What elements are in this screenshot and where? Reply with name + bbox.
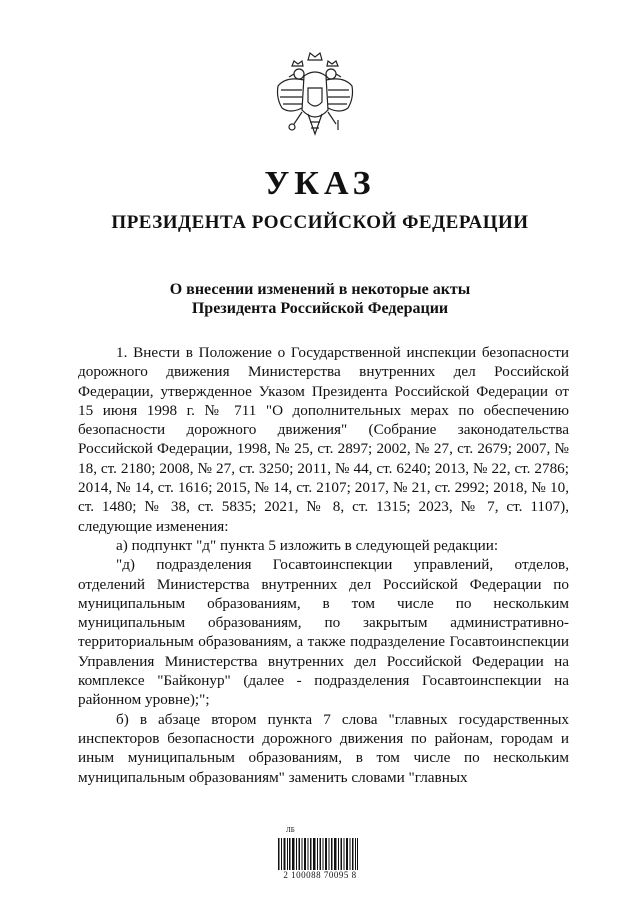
- document-title-line1: О внесении изменений в некоторые акты: [169, 281, 471, 298]
- paragraph-2: а) подпункт "д" пункта 5 изложить в следующей редакции:: [116, 536, 499, 554]
- coat-of-arms-icon: [272, 50, 358, 142]
- barcode-number: 2 100088 70095 8: [283, 870, 357, 880]
- document-heading: УКАЗ: [264, 165, 376, 202]
- paragraph-3: "д) подразделения Госавтоинспекции управлений, отделов, отделений Министерства внутренних дел Российской Федерации по муниципальным образованиям, в том числе по нескольким муниципальным образованиям, по закрытым административно-территориальным образованиям, а также подразделение Госавтоинспекции Управления Министерства внутренних дел Российской Федерации на комплексе "Байконур" (далее - подразделения Госавтоинспекции на районном уровне);";: [78, 556, 569, 709]
- initials-mark: ЛБ: [286, 826, 295, 834]
- document-subheading: ПРЕЗИДЕНТА РОССИЙСКОЙ ФЕДЕРАЦИИ: [111, 212, 529, 233]
- paragraph-4: б) в абзаце втором пункта 7 слова "главных государственных инспекторов безопасности дорожного движения по районам, городам и иным муниципальным образованиям, в том числе по нескольким муниципальным образованиям" заменить словами "главных: [78, 710, 569, 786]
- paragraph-1: 1. Внести в Положение о Государственной инспекции безопасности дорожного движения Министерства внутренних дел Российской Федерации, утвержденное Указом Президента Российской Федерации от 15 июня 1998 г. № 711 "О дополнительных мерах по обеспечению безопасности дорожного движения" (Собрание законодательства Российской Федерации, 1998, № 25, ст. 2897; 2002, № 27, ст. 2679; 2007, № 18, ст. 2180; 2008, № 27, ст. 3250; 2011, № 44, ст. 6240; 2013, № 22, ст. 2786; 2014, № 14, ст. 1616; 2015, № 14, ст. 2107; 2017, № 21, ст. 2992; 2018, № 10, ст. 1480; № 38, ст. 5835; 2021, № 8, ст. 1315; 2023, № 7, ст. 1107), следующие изменения:: [78, 344, 569, 535]
- document-body: [78, 343, 569, 787]
- barcode-icon: [278, 838, 358, 870]
- document-title: [0, 280, 640, 318]
- document-title-line2: Президента Российской Федерации: [191, 300, 449, 317]
